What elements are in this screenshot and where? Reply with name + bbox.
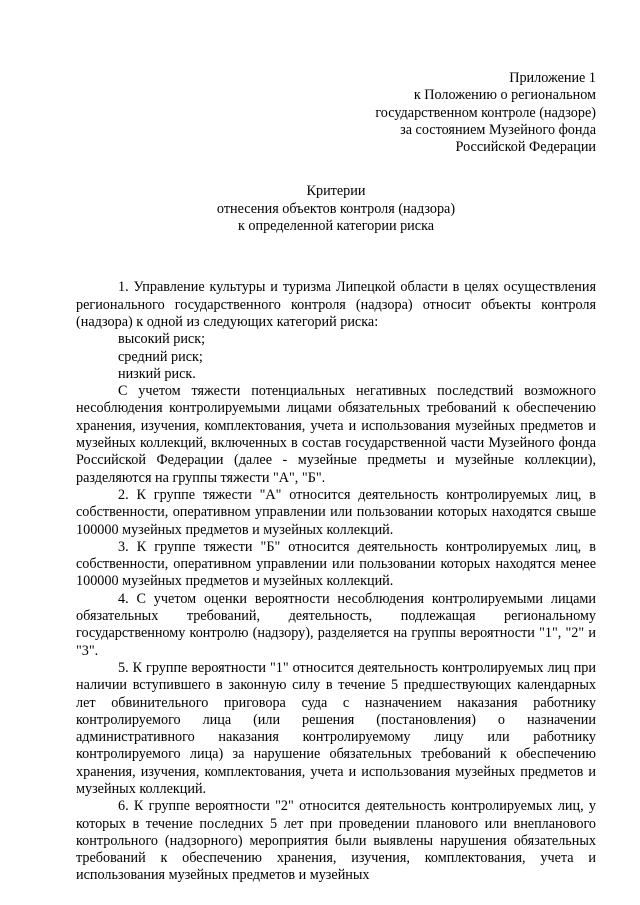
paragraph-5: 5. К группе вероятности "1" относится деятельность контролируемых лиц при наличии вступившего в законную силу в течение 5 предшествующих календарных лет обвинительного приговора суда с назначением наказания работнику контролируемого лица (или решения (постановления) о назначении административного наказания контролируемому лицу или работнику контролируемого лица) за нарушение обязательных требований к обеспечению хранения, изучения, комплектования, учета и использования музейных предметов и музейных коллекций. [76, 659, 596, 797]
paragraph-3: 3. К группе тяжести "Б" относится деятельность контролируемых лиц, в собственности, оперативном управлении или пользовании которых находятся менее 100000 музейных предметов и музейных коллекций. [76, 538, 596, 590]
appendix-line-2: к Положению о региональном [413, 87, 596, 104]
title-line-3: к определенной категории риска [237, 218, 435, 235]
document-title [76, 183, 596, 235]
risk-category-high: высокий риск; [118, 331, 206, 348]
paragraph-6: 6. К группе вероятности "2" относится деятельность контролируемых лиц, у которых в течение последних 5 лет при проведении планового или внепланового контрольного (надзорного) мероприятия были выявлены нарушения обязательных требований к обеспечению хранения, изучения, комплектования, учета и использования музейных предметов и музейных [76, 798, 596, 884]
paragraph-1: 1. Управление культуры и туризма Липецкой области в целях осуществления регионального государственного контроля (надзора) относит объекты контроля (надзора) к одной из следующих категорий риска: [76, 279, 596, 330]
document-body [76, 279, 596, 884]
appendix-line-4: за состоянием Музейного фонда [400, 121, 596, 138]
appendix-line-1: Приложение 1 [509, 70, 596, 86]
title-line-1: Критерии [306, 183, 366, 200]
appendix-line-5: Российской Федерации [455, 139, 596, 156]
paragraph-severity: С учетом тяжести потенциальных негативных последствий возможного несоблюдения контролируемыми лицами обязательных требований к обеспечению хранения, изучения, комплектования, учета и использования музейных предметов и музейных коллекций, включенных в состав государственной части Музейного фонда Российской Федерации (далее - музейные предметы и музейные коллекции), разделяются на группы тяжести "А", "Б". [76, 383, 596, 486]
title-line-2: отнесения объектов контроля (надзора) [216, 200, 456, 217]
paragraph-4: 4. С учетом оценки вероятности несоблюдения контролируемыми лицами обязательных требований, деятельность, подлежащая региональному государственному контролю (надзору), разделяется на группы вероятности "1", "2" и "3". [76, 590, 596, 659]
risk-category-medium: средний риск; [118, 348, 203, 365]
risk-category-low: низкий риск. [118, 365, 196, 382]
appendix-line-3: государственном контроле (надзоре) [375, 104, 596, 121]
appendix-header [76, 70, 596, 156]
document-page [76, 70, 596, 885]
paragraph-2: 2. К группе тяжести "А" относится деятельность контролируемых лиц, в собственности, оперативном управлении или пользовании которых находятся свыше 100000 музейных предметов и музейных коллекций. [76, 486, 596, 538]
